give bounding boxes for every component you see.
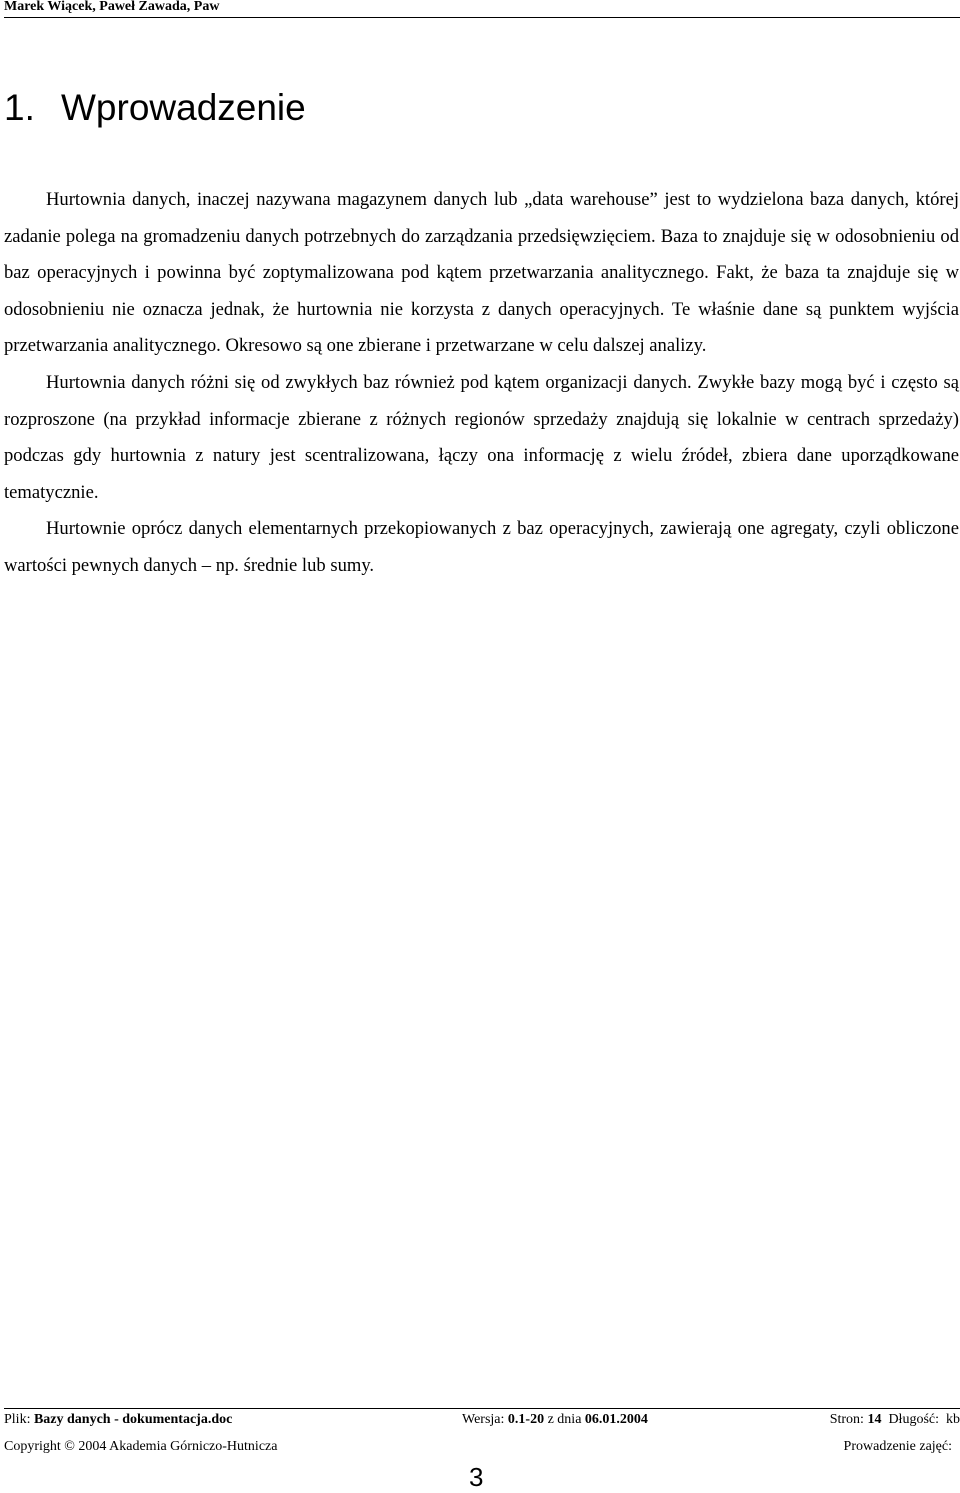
footer-length [830,1412,960,1428]
header-authors: Marek Wiącek, Paweł Zawada, Paw [4,0,220,14]
paragraph: Hurtownie oprócz danych elementarnych przekopiowanych z baz operacyjnych, zawierają one agregaty, czyli obliczone wartości pewnych danych – np. średnie lub sumy. [4,518,959,576]
date-value: 06.01.2004 [584,1412,648,1427]
footer-file [4,1412,232,1428]
document-body [4,182,959,585]
section-title: Wprowadzenie [61,87,306,128]
section-number: 1. [4,87,35,128]
pages-value: 14 [867,1412,882,1427]
page-footer [4,1408,960,1454]
copyright: Copyright © 2004 Akademia Górniczo-Hutnicza [4,1439,278,1454]
paragraph: Hurtownia danych różni się od zwykłych baz również pod kątem organizacji danych. Zwykłe bazy mogą być i często są rozproszone (na przykład informacje zbierane z różnych regionów sprzedaży znajdują się lokalnie w centrach sprzedaży) podczas gdy hurtownia z natury jest scentralizowana, łączy ona informację z wielu źródeł, zbiera dane uporządkowane tematycznie. [4,371,959,503]
paragraph: Hurtownia danych, inaczej nazywana magazynem danych lub „data warehouse” jest to wydzielona baza danych, której zadanie polega na gromadzeniu danych potrzebnych do zarządzania przedsięwzięciem. Baza to znajduje się w odosobnieniu od baz operacyjnych i powinna być zoptymalizowana pod kątem przetwarzania analitycznego. Fakt, że baza ta znajduje się w odosobnieniu nie oznacza jednak, że hurtownia nie korzysta z danych operacyjnych. Te właśnie dane są punktem wyjścia przetwarzania analitycznego. Okresowo są one zbierane i przetwarzane w celu dalszej analizy. [4,189,959,357]
lecturer-label: Prowadzenie zajęć: [843,1439,952,1454]
length-label: Długość: [888,1412,939,1427]
footer-row-copyright [4,1439,960,1459]
file-name: Bazy danych - dokumentacja.doc [33,1412,233,1427]
version-value: 0.1-20 [507,1412,545,1427]
page-number: 3 [469,1462,484,1492]
section-heading [4,86,306,130]
date-label: z dnia [547,1412,582,1427]
file-label: Plik: [4,1412,31,1427]
page-header [4,0,960,18]
pages-label: Stron: [829,1412,864,1427]
version-label: Wersja: [462,1412,505,1427]
length-value: kb [946,1412,960,1427]
footer-version [462,1412,648,1428]
footer-row-file [4,1412,960,1432]
